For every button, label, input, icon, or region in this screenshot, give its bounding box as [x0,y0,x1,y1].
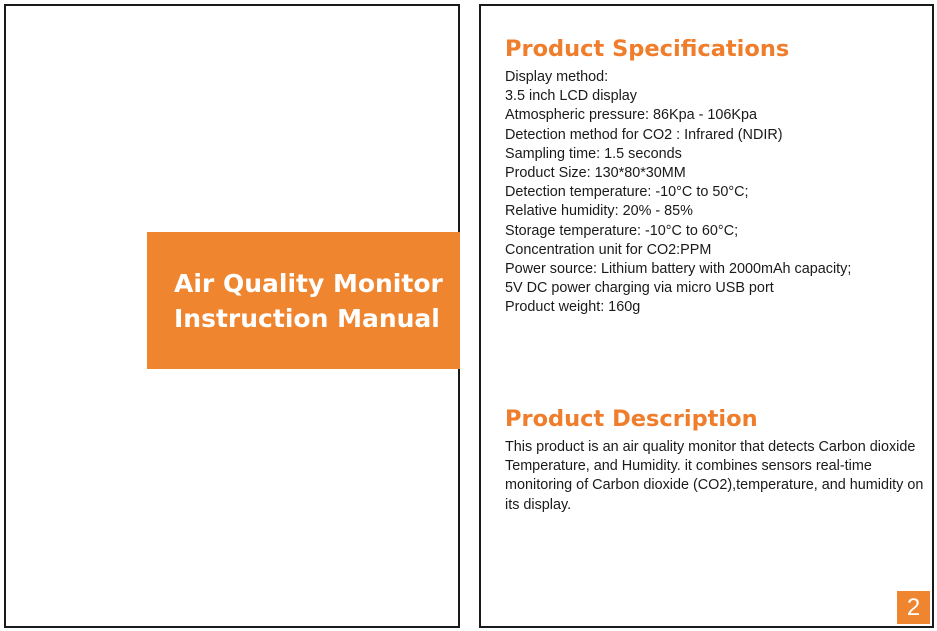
spec-line: 5V DC power charging via micro USB port [505,280,774,297]
spec-line: Concentration unit for CO2:PPM [505,241,712,258]
spec-line: Power source: Lithium battery with 2000mAh capacity; [505,261,852,278]
cover-title-banner [147,232,460,369]
content-page [479,4,934,628]
spec-line: Storage temperature: -10°C to 60°C; [505,222,739,239]
cover-page [4,4,460,628]
page-number-badge: 2 [897,591,930,624]
spec-line: 3.5 inch LCD display [505,88,637,105]
spec-line: Detection method for CO2 : Infrared (NDIR) [505,126,783,143]
spec-line: Relative humidity: 20% - 85% [505,203,693,220]
spec-line: Detection temperature: -10°C to 50°C; [505,184,749,201]
cover-title-line-2: Instruction Manual [174,303,440,333]
spec-line: Product Size: 130*80*30MM [505,165,686,182]
spec-line: Product weight: 160g [505,299,641,316]
spec-line: Sampling time: 1.5 seconds [505,145,682,162]
description-text: This product is an air quality monitor that detects Carbon dioxide Temperature, and Humidity. it combines sensors real-time monitoring of Carbon dioxide (CO2),temperature, and humidity on its display. [505,439,924,513]
spec-line: Display method: [505,69,609,85]
spec-line: Atmospheric pressure: 86Kpa - 106Kpa [505,107,757,124]
specifications-list [505,68,851,318]
cover-title-line-1: Air Quality Monitor [174,268,443,298]
specifications-heading: Product Specifications [505,36,790,62]
description-heading: Product Description [505,406,758,432]
